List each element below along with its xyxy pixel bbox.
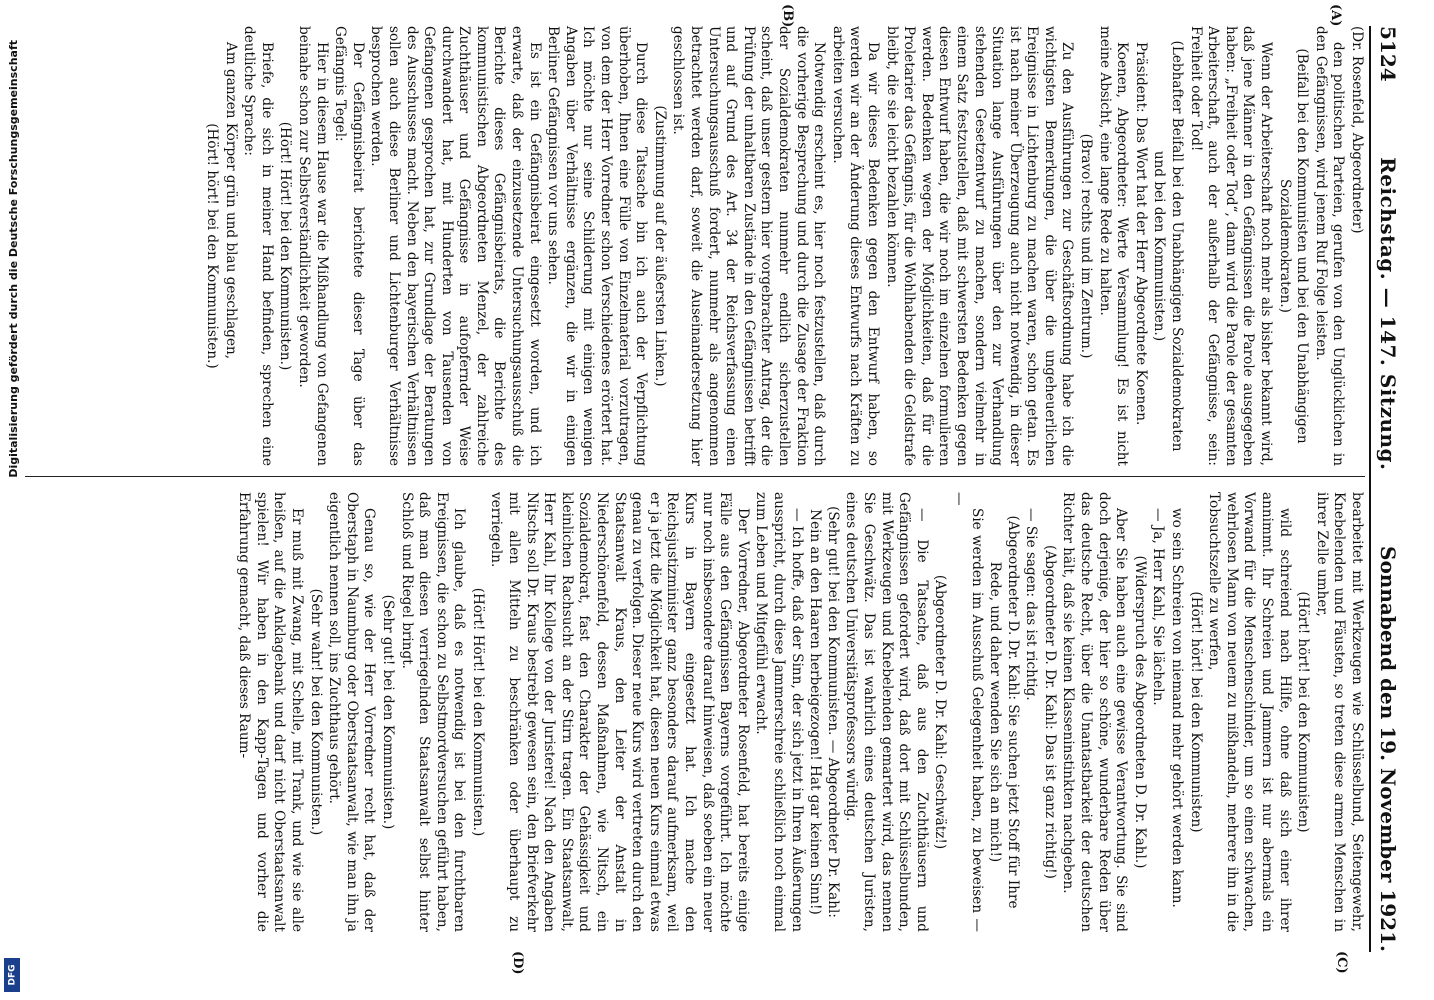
paragraph: Präsident: Das Wort hat der Herr Abgeordnete Koenen. bbox=[1132, 42, 1149, 426]
paragraph: bearbeitet mit Werkzeugen wie Schlüsselbund, Seitengewehr, Knebelenden und Fäusten, so treten diese armen Menschen in ihrer Zelle umher, bbox=[1313, 492, 1365, 932]
paragraph: Er muß mit Zwang, mit Schelle, mit Trank, und wie sie alle heißen, auf die Anklagebank und darf nicht Oberstaatsanwalt spielen! Wir haben in den Kapp-Tagen und vorher die Erfahrung gemacht, daß dieses Raum- bbox=[236, 492, 305, 932]
paragraph: Sie werden im Ausschuß Gelegenheit haben, zu beweisen — — bbox=[950, 492, 985, 932]
paragraph: (Zustimmung auf der äußersten Linken.) bbox=[651, 105, 668, 387]
paragraph: Ich glaube, daß es notwendig ist bei den furchtbaren Ereignissen, die schon zu Selbstmordversuchen geführt haben, daß man diesen verriegelnden Staatsanwalt selbst hinter Schloß und Riegel bringt. bbox=[398, 492, 468, 932]
paragraph: (Hört! Hört! bei den Kommunisten.) bbox=[277, 121, 294, 371]
paragraph: (Bravo! rechts und im Zentrum.) bbox=[1078, 133, 1095, 359]
margin-marker-c: (C) bbox=[1334, 951, 1349, 974]
margin-marker-a: (A) bbox=[1328, 4, 1343, 27]
paragraph: Der Vorredner, Abgeordneter Rosenfeld, hat bereits einige Fälle aus den Gefängnissen Bayerns vorgeführt. Ich möchte nur noch insbesondere darauf hinweisen, daß soeben ein neuer Kurs in Bayern eingesetzt hat. Ich mache den Reichsjustizminister ganz besonders darauf aufmerksam, weil er ja jetzt die Möglichkeit hat, diesen neuen Kurs einmal etwas genau zu verfolgen. Dieser neue Kurs wird vertreten durch den Staatsanwalt Kraus, den Leiter der Anstalt in Niederschönenfeld, dessen Maßnahmen, wie Nitsch, ein Sozialdemokrat, fast den Charakter der Gehässigkeit und kleinlichen Rachsucht an der Stirn tragen. Ein Staatsanwalt, Herr Kahl, Ihr Kollege von der Juristerei! Nach den Angaben Nitschs soll Dr. Kraus bestrebt gewesen sein, den Briefverkehr mit allen Mitteln zu beschränken oder überhaupt zu verriegeln. bbox=[488, 492, 751, 932]
paragraph: Der Gefängnisbeirat berichtete dieser Tage über das Gefängnis Tegel: bbox=[332, 26, 366, 466]
credit-text: Digitalisierung gefördert durch die Deutsche Forschungsgemeinschaft bbox=[7, 40, 20, 478]
paragraph: Hier in diesem Hause war die Mißhandlung von Gefangenen beinahe schon zur Selbstverständlichkeit geworden. bbox=[295, 26, 330, 466]
paragraph: (Beifall bei den Kommunisten und bei den Unabhängigen Sozialdemokraten.) bbox=[1276, 48, 1311, 444]
paragraph: Genau so, wie der Herr Vorredner recht hat, daß der Oberstaph in Naumburg oder Oberstaatsanwalt, wie man ihn ja eigentlich nennen soll, ins Zuchthaus gehört. bbox=[326, 492, 378, 932]
paragraph: Aber Sie haben auch eine gewisse Verantwortung. Sie sind doch derjenige, der hier so schöne, wunderbare Reden über das deutsche Recht, über die Unantastbarkeit der deutschen Richter hält, daß sie keinen Klasseninstinkten nachgeben. bbox=[1060, 492, 1130, 932]
column-divider bbox=[25, 476, 1365, 477]
margin-marker-d: (D) bbox=[510, 951, 525, 975]
left-text-column bbox=[25, 26, 1365, 466]
paragraph: (Dr. Rosenfeld, Abgeordneter) bbox=[1349, 26, 1365, 234]
paragraph: den politischen Parteien, gerufen von den Unglücklichen in den Gefängnissen, wird jenem Ruf Folge leisten. bbox=[1312, 26, 1347, 466]
paragraph: wild schreiend nach Hilfe, ohne daß sich einer ihrer annimmt. Ihr Schreien und Jammern ist nur abermals ein Vorwand für die Menschenschinder, um so einen schwachen, wehrlosen Mann von neuem zu mißhandeln, mehrere ihn in die Tobsuchtszelle zu werfen, bbox=[1206, 492, 1293, 932]
session-date: Sonnabend den 19. November 1921. bbox=[1376, 546, 1400, 952]
dfg-logo bbox=[4, 958, 20, 992]
paragraph: (Hört! hört! bei den Kommunisten) bbox=[1295, 591, 1312, 833]
paragraph: (Abgeordneter D. Dr. Kahl: Geschwätz!) bbox=[932, 574, 949, 850]
paragraph: Wenn der Arbeiterschaft noch mehr als bisher bekannt wird, daß jene Männer in den Gefängnissen die Parole ausgegeben haben: „Freiheit oder Tod“, dann wird die Parole der gesamten Arbeiterschaft, auch der außerhalb der Gefängnisse, sein: Freiheit oder Tod! bbox=[1187, 26, 1275, 466]
paragraph: (Abgeordneter D. Dr. Kahl: Das ist ganz richtig!) bbox=[1041, 545, 1058, 879]
digitization-credit bbox=[4, 40, 20, 990]
paragraph: — Ich hoffe, daß der Sinn, der sich jetzt in Ihren Äußerungen ausspricht, durch diese Jammerschreie schließlich noch einmal zum Leben und Mitgefühl erwacht. bbox=[753, 492, 805, 932]
paragraph: Am ganzen Körper grün und blau geschlagen, bbox=[222, 42, 239, 360]
paragraph: — Sie sagen: das ist richtig. bbox=[1023, 508, 1040, 701]
paragraph: (Hört! Hört! bei den Kommunisten.) bbox=[469, 587, 486, 837]
paragraph: (Lebhafter Beifall bei den Unabhängigen Sozialdemokraten und bei den Kommunisten.) bbox=[1151, 40, 1186, 452]
paragraph: (Hört! hört! bei den Kommunisten.) bbox=[204, 123, 220, 369]
paragraph: Briefe, die sich in meiner Hand befinden, sprechen eine deutliche Sprache: bbox=[241, 26, 275, 466]
paragraph: Da wir dieses Bedenken gegen den Entwurf haben, so werden wir an der Änderung dieses Entwurfs nach Kräften zu arbeiten versuchen. bbox=[829, 26, 881, 466]
margin-marker-b: (B) bbox=[780, 4, 795, 28]
paragraph: (Sehr gut! bei den Kommunisten. — Abgeordneter Dr. Kahl: Nein an den Haaren herbeigezogen! Hat gar keinen Sinn!) bbox=[807, 506, 841, 918]
paragraph: — Ja, Herr Kahl, Sie lächeln. bbox=[1150, 508, 1167, 706]
paragraph: wo sein Schreien von niemand mehr gehört werden kann. bbox=[1169, 508, 1186, 908]
paragraph: (Abgeordneter D. Dr. Kahl: Sie suchen jetzt Stoff für Ihre Rede, und daher wenden Sie sich an mich!) bbox=[987, 515, 1021, 909]
page-number: 5124 bbox=[1376, 26, 1400, 82]
dfg-logo-text: DFG bbox=[7, 964, 18, 986]
paragraph: (Widerspruch des Abgeordneten D. Dr. Kahl.) bbox=[1131, 555, 1148, 869]
paragraph: (Hört! hört! bei den Kommunisten) bbox=[1187, 591, 1204, 833]
document-page bbox=[15, 4, 1405, 975]
paragraph: Notwendig erscheint es, hier noch festzustellen, daß durch die vorherige Besprechung und durch die Zusage der Fraktion der Sozialdemokraten nunmehr endlich sicherzustellen scheint, daß unser gestern hier vorgebrachter Antrag, der die Prüfung der unhaltbaren Zustände in den Gefängnissen betrifft und auf Grund des Art. 34 der Reichsverfassung einen Untersuchungsausschuß fordert, nunmehr als angenommen betrachtet werden darf, soweit die Auseinandersetzung hier geschlossen ist. bbox=[670, 26, 828, 466]
page-header bbox=[1369, 26, 1405, 952]
paragraph: Koenen, Abgeordneter: Werte Versammlung! Es ist nicht meine Absicht, eine lange Rede zu halten. bbox=[1096, 26, 1131, 466]
session-title: Reichstag. — 147. Sitzung. bbox=[1376, 157, 1400, 471]
paragraph: Zu den Ausführungen zur Geschäftsordnung habe ich die wichtigsten Bemerkungen, die über die ungeheuerlichen Ereignisse in Lichtenburg zu machen waren, schon getan. Es ist nach meiner Überzeugung auch nicht notwendig, in dieser Situation lange Ausführungen über den zur Verhandlung stehenden Gesetzentwurf zu machen, sondern vielmehr in einem Satz festzustellen, daß mit schwersten Bedenken gegen diesen Entwurf haben, die wir noch im einzelnen formulieren werden. Bedenken wegen der Möglichkeiten, daß für die Proletarier das Gefängnis, für die Wohlhabenden die Geldstrafe bleibt, die sie leicht bezahlen können. bbox=[883, 26, 1076, 466]
right-text-column bbox=[25, 492, 1365, 932]
paragraph: Es ist ein Gefängnisbeirat eingesetzt worden, und ich erwarte, daß der einzusetzende Untersuchungsausschuß die Berichte dieses Gefängnisbeirats, die Berichte des kommunistischen Abgeordneten Menzel, der zahlreiche Zuchthäuser und Gefängnisse in aufopfernder Weise durchwandert hat, mit Hunderten von Tausenden von Gefangenen gesprochen hat, zur Grundlage der Beratungen des Ausschusses macht. Neben den bayerischen Verhältnissen sollen auch diese Berliner und Lichtenburger Verhältnisse besprochen werden. bbox=[368, 26, 543, 466]
paragraph: (Sehr gut! bei den Kommunisten.) bbox=[379, 594, 396, 830]
paragraph: (Sehr wahr! bei den Kommunisten.) bbox=[307, 588, 324, 836]
paragraph: — Die Tatsache, daß aus den Zuchthäusern und Gefängnissen gefordert wird, daß dort mit Schlüsselbunden, mit Werkzeugen und Knebelenden gemartert wird, das nennen Sie Geschwätz. Das ist wahrlich eines deutschen Juristen, eines deutschen Universitätsprofessors würdig. bbox=[843, 492, 930, 932]
paragraph: Durch diese Tatsache bin ich auch der Verpflichtung überhoben, Ihnen eine Fülle von Einzelmaterial vorzutragen, von dem der Herr Vorredner schon Verschiedenes erörtert hat. Ich möchte nur seine Schilderung mit einigen wenigen Angaben über Verhältnisse ergänzen, die wir in einigen Berliner Gefängnissen vor uns sehen. bbox=[545, 26, 650, 466]
